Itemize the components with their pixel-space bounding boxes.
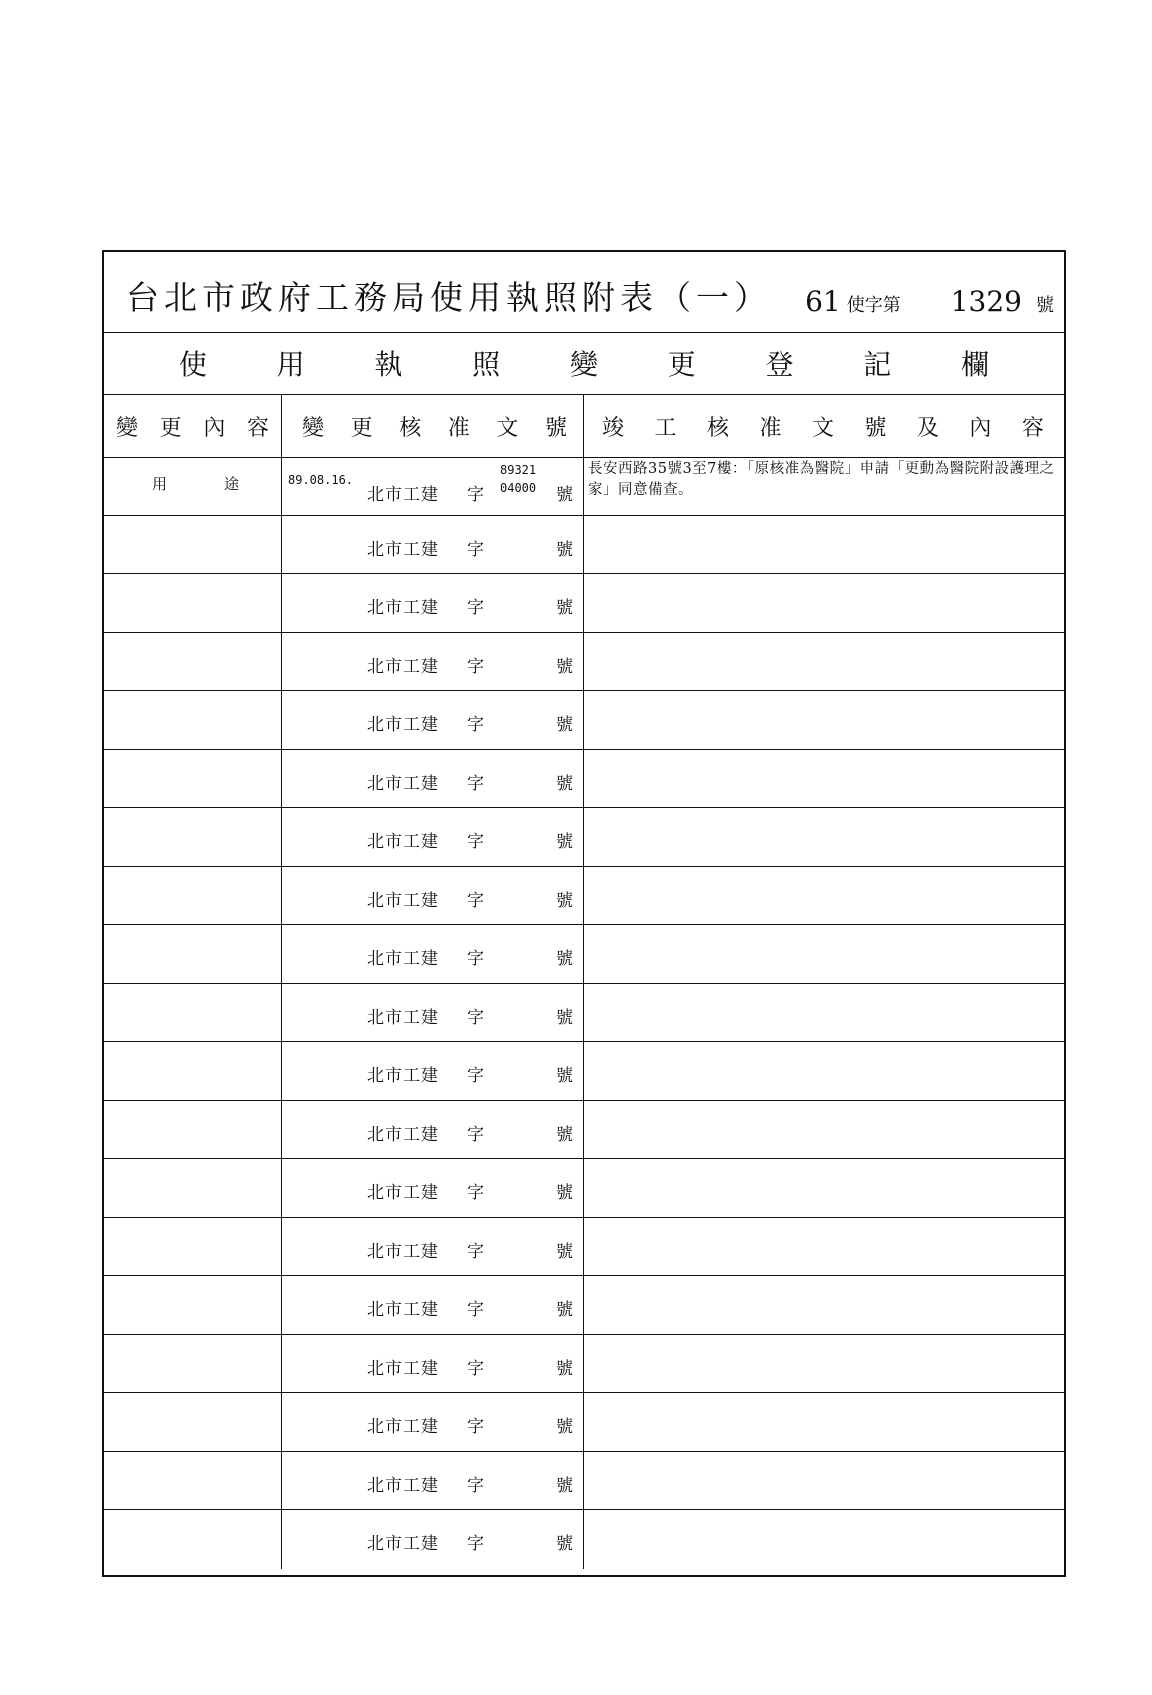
ref-prefix: 北市工建 [367, 485, 439, 505]
change-content-cell [104, 1510, 282, 1569]
ref-hao: 號 [556, 949, 573, 969]
permit-suffix: 號 [1036, 295, 1054, 316]
completion-content-cell [584, 1101, 1064, 1159]
ref-prefix: 北市工建 [367, 1417, 439, 1437]
completion-content: 長安西路35號3至7樓：「原核准為醫院」申請「更動為醫院附設護理之家」同意備查。 [588, 461, 1055, 498]
change-content-cell [104, 516, 282, 574]
header-char: 核 [706, 415, 729, 441]
section-heading-char: 記 [863, 348, 892, 381]
approval-ref-cell [282, 925, 584, 983]
ref-prefix: 北市工建 [367, 1241, 439, 1262]
change-content-cell [104, 867, 282, 925]
table-row [104, 984, 1064, 1043]
approval-ref-cell [282, 633, 584, 691]
ref-zi: 字 [467, 1534, 484, 1554]
approval-ref-cell [282, 574, 584, 632]
table-row [104, 1393, 1064, 1452]
table-row [104, 750, 1064, 809]
column-header-completion-ref [584, 395, 1064, 457]
column-header-row [104, 395, 1064, 458]
change-content-char: 途 [224, 475, 240, 493]
section-heading-char: 執 [374, 348, 403, 381]
completion-content-cell [584, 574, 1064, 632]
change-content-cell [104, 1335, 282, 1393]
section-heading-char: 照 [472, 348, 501, 381]
change-content-cell [104, 1159, 282, 1217]
section-heading-char: 使 [178, 348, 207, 381]
ref-zi: 字 [467, 1183, 484, 1203]
ref-zi: 字 [467, 485, 484, 505]
ref-prefix: 北市工建 [367, 1300, 439, 1320]
ref-hao: 號 [556, 598, 573, 618]
ref-zi: 字 [467, 1475, 484, 1496]
change-content-cell [104, 633, 282, 691]
ref-zi: 字 [467, 539, 484, 560]
approval-ref-cell [282, 516, 584, 574]
change-content-char: 用 [152, 475, 168, 493]
table-row [104, 1452, 1064, 1511]
ref-zi: 字 [467, 1300, 484, 1320]
ref-hao: 號 [556, 773, 573, 794]
table-row [104, 1042, 1064, 1101]
approval-ref-cell [282, 1101, 584, 1159]
ref-prefix: 北市工建 [367, 1183, 439, 1203]
change-content-cell [104, 574, 282, 632]
ref-zi: 字 [467, 1124, 484, 1145]
ref-zi: 字 [467, 1417, 484, 1437]
approval-ref-cell [282, 1159, 584, 1217]
change-content-cell [104, 1218, 282, 1276]
ref-zi: 字 [467, 1007, 484, 1028]
permit-prefix-label: 使字第 [846, 295, 901, 316]
change-content-cell [104, 750, 282, 808]
permit-number-block [805, 285, 1054, 318]
header-char: 更 [159, 415, 182, 441]
header-char: 准 [759, 415, 782, 441]
change-content-cell [104, 1393, 282, 1451]
header-char: 內 [969, 415, 992, 441]
doc-number-line2: 04000 [500, 481, 537, 495]
approval-ref-cell [282, 984, 584, 1042]
ref-zi: 字 [467, 949, 484, 969]
ref-hao: 號 [556, 485, 573, 505]
table-row [104, 1101, 1064, 1160]
ref-prefix: 北市工建 [367, 890, 439, 911]
header-char: 變 [302, 415, 325, 441]
approval-ref-cell [282, 808, 584, 866]
header-char: 更 [350, 415, 373, 441]
completion-content-cell [584, 1393, 1064, 1451]
ref-prefix: 北市工建 [367, 1358, 439, 1379]
ref-prefix: 北市工建 [367, 773, 439, 794]
column-header-change-content [104, 395, 282, 457]
header-char: 變 [116, 415, 139, 441]
change-content-cell [104, 925, 282, 983]
header-char: 容 [246, 415, 269, 441]
table-row [104, 691, 1064, 750]
section-heading-char: 登 [765, 348, 794, 381]
completion-content-cell [584, 984, 1064, 1042]
ref-hao: 號 [556, 1124, 573, 1145]
ref-zi: 字 [467, 656, 484, 677]
completion-content-cell [584, 1218, 1064, 1276]
ref-prefix: 北市工建 [367, 832, 439, 852]
table-row [104, 867, 1064, 926]
section-heading-char: 更 [667, 348, 696, 381]
completion-content-cell [584, 1042, 1064, 1100]
completion-content-cell [584, 867, 1064, 925]
approval-ref-cell [282, 1276, 584, 1334]
approval-date: 89.08.16. [288, 473, 354, 487]
header-char: 准 [447, 415, 470, 441]
ref-prefix: 北市工建 [367, 1124, 439, 1145]
permit-form [102, 250, 1066, 1577]
doc-number-line1: 89321 [500, 463, 537, 477]
completion-content-cell [584, 633, 1064, 691]
header-char: 號 [544, 415, 567, 441]
ref-zi: 字 [467, 1066, 484, 1086]
table-row [104, 925, 1064, 984]
ref-prefix: 北市工建 [367, 539, 439, 560]
header-char: 竣 [602, 415, 625, 441]
approval-ref-cell [282, 1510, 584, 1569]
ref-prefix: 北市工建 [367, 1534, 439, 1554]
completion-content-cell [584, 1510, 1064, 1569]
ref-zi: 字 [467, 1241, 484, 1262]
table-row [104, 1335, 1064, 1394]
completion-content-cell [584, 1159, 1064, 1217]
permit-number: 1329 [950, 285, 1022, 318]
approval-ref-cell [282, 1452, 584, 1510]
change-content-cell [104, 1452, 282, 1510]
completion-content-cell [584, 1276, 1064, 1334]
approval-ref-cell [282, 457, 584, 515]
completion-content-cell [584, 925, 1064, 983]
completion-content-cell [584, 457, 1064, 515]
ref-hao: 號 [556, 832, 573, 852]
change-content-cell [104, 457, 282, 515]
section-heading-char: 欄 [961, 348, 990, 381]
title-row [104, 252, 1064, 333]
ref-prefix: 北市工建 [367, 715, 439, 735]
completion-content-cell [584, 808, 1064, 866]
header-char: 文 [811, 415, 834, 441]
ref-hao: 號 [556, 1183, 573, 1203]
ref-zi: 字 [467, 598, 484, 618]
header-char: 及 [916, 415, 939, 441]
header-char: 核 [399, 415, 422, 441]
approval-ref-cell [282, 1218, 584, 1276]
table-row [104, 808, 1064, 867]
ref-hao: 號 [556, 1475, 573, 1496]
approval-ref-cell [282, 867, 584, 925]
completion-content-cell [584, 516, 1064, 574]
change-content-cell [104, 1101, 282, 1159]
ref-hao: 號 [556, 715, 573, 735]
section-heading [104, 332, 1064, 395]
ref-hao: 號 [556, 1241, 573, 1262]
ref-hao: 號 [556, 1358, 573, 1379]
approval-ref-cell [282, 691, 584, 749]
register-rows [104, 457, 1064, 1569]
permit-prefix-number: 61 [805, 285, 841, 318]
ref-hao: 號 [556, 1300, 573, 1320]
completion-content-cell [584, 1452, 1064, 1510]
change-content-cell [104, 691, 282, 749]
ref-prefix: 北市工建 [367, 1066, 439, 1086]
ref-hao: 號 [556, 1007, 573, 1028]
table-row [104, 457, 1064, 516]
table-row [104, 574, 1064, 633]
ref-prefix: 北市工建 [367, 656, 439, 677]
change-content-cell [104, 984, 282, 1042]
ref-zi: 字 [467, 832, 484, 852]
ref-zi: 字 [467, 773, 484, 794]
ref-zi: 字 [467, 1358, 484, 1379]
header-char: 容 [1021, 415, 1044, 441]
header-char: 內 [203, 415, 226, 441]
ref-zi: 字 [467, 890, 484, 911]
ref-hao: 號 [556, 1066, 573, 1086]
table-row [104, 1159, 1064, 1218]
ref-hao: 號 [556, 539, 573, 560]
column-header-approval-ref [282, 395, 584, 457]
approval-ref-cell [282, 750, 584, 808]
change-content-cell [104, 1042, 282, 1100]
table-row [104, 1276, 1064, 1335]
header-char: 號 [864, 415, 887, 441]
form-title: 台北市政府工務局使用執照附表（一） [126, 278, 772, 317]
change-content-cell [104, 1276, 282, 1334]
ref-hao: 號 [556, 1417, 573, 1437]
completion-content-cell [584, 1335, 1064, 1393]
approval-ref-cell [282, 1042, 584, 1100]
section-heading-char: 變 [569, 348, 598, 381]
table-row [104, 1218, 1064, 1277]
header-char: 文 [496, 415, 519, 441]
header-char: 工 [654, 415, 677, 441]
ref-prefix: 北市工建 [367, 1475, 439, 1496]
table-row [104, 633, 1064, 692]
ref-zi: 字 [467, 715, 484, 735]
ref-prefix: 北市工建 [367, 949, 439, 969]
approval-ref-cell [282, 1393, 584, 1451]
section-heading-char: 用 [276, 348, 305, 381]
completion-content-cell [584, 750, 1064, 808]
completion-content-cell [584, 691, 1064, 749]
ref-hao: 號 [556, 1534, 573, 1554]
ref-hao: 號 [556, 656, 573, 677]
ref-hao: 號 [556, 890, 573, 911]
ref-prefix: 北市工建 [367, 598, 439, 618]
ref-prefix: 北市工建 [367, 1007, 439, 1028]
table-row [104, 1510, 1064, 1569]
table-row [104, 516, 1064, 575]
approval-ref-cell [282, 1335, 584, 1393]
change-content-cell [104, 808, 282, 866]
